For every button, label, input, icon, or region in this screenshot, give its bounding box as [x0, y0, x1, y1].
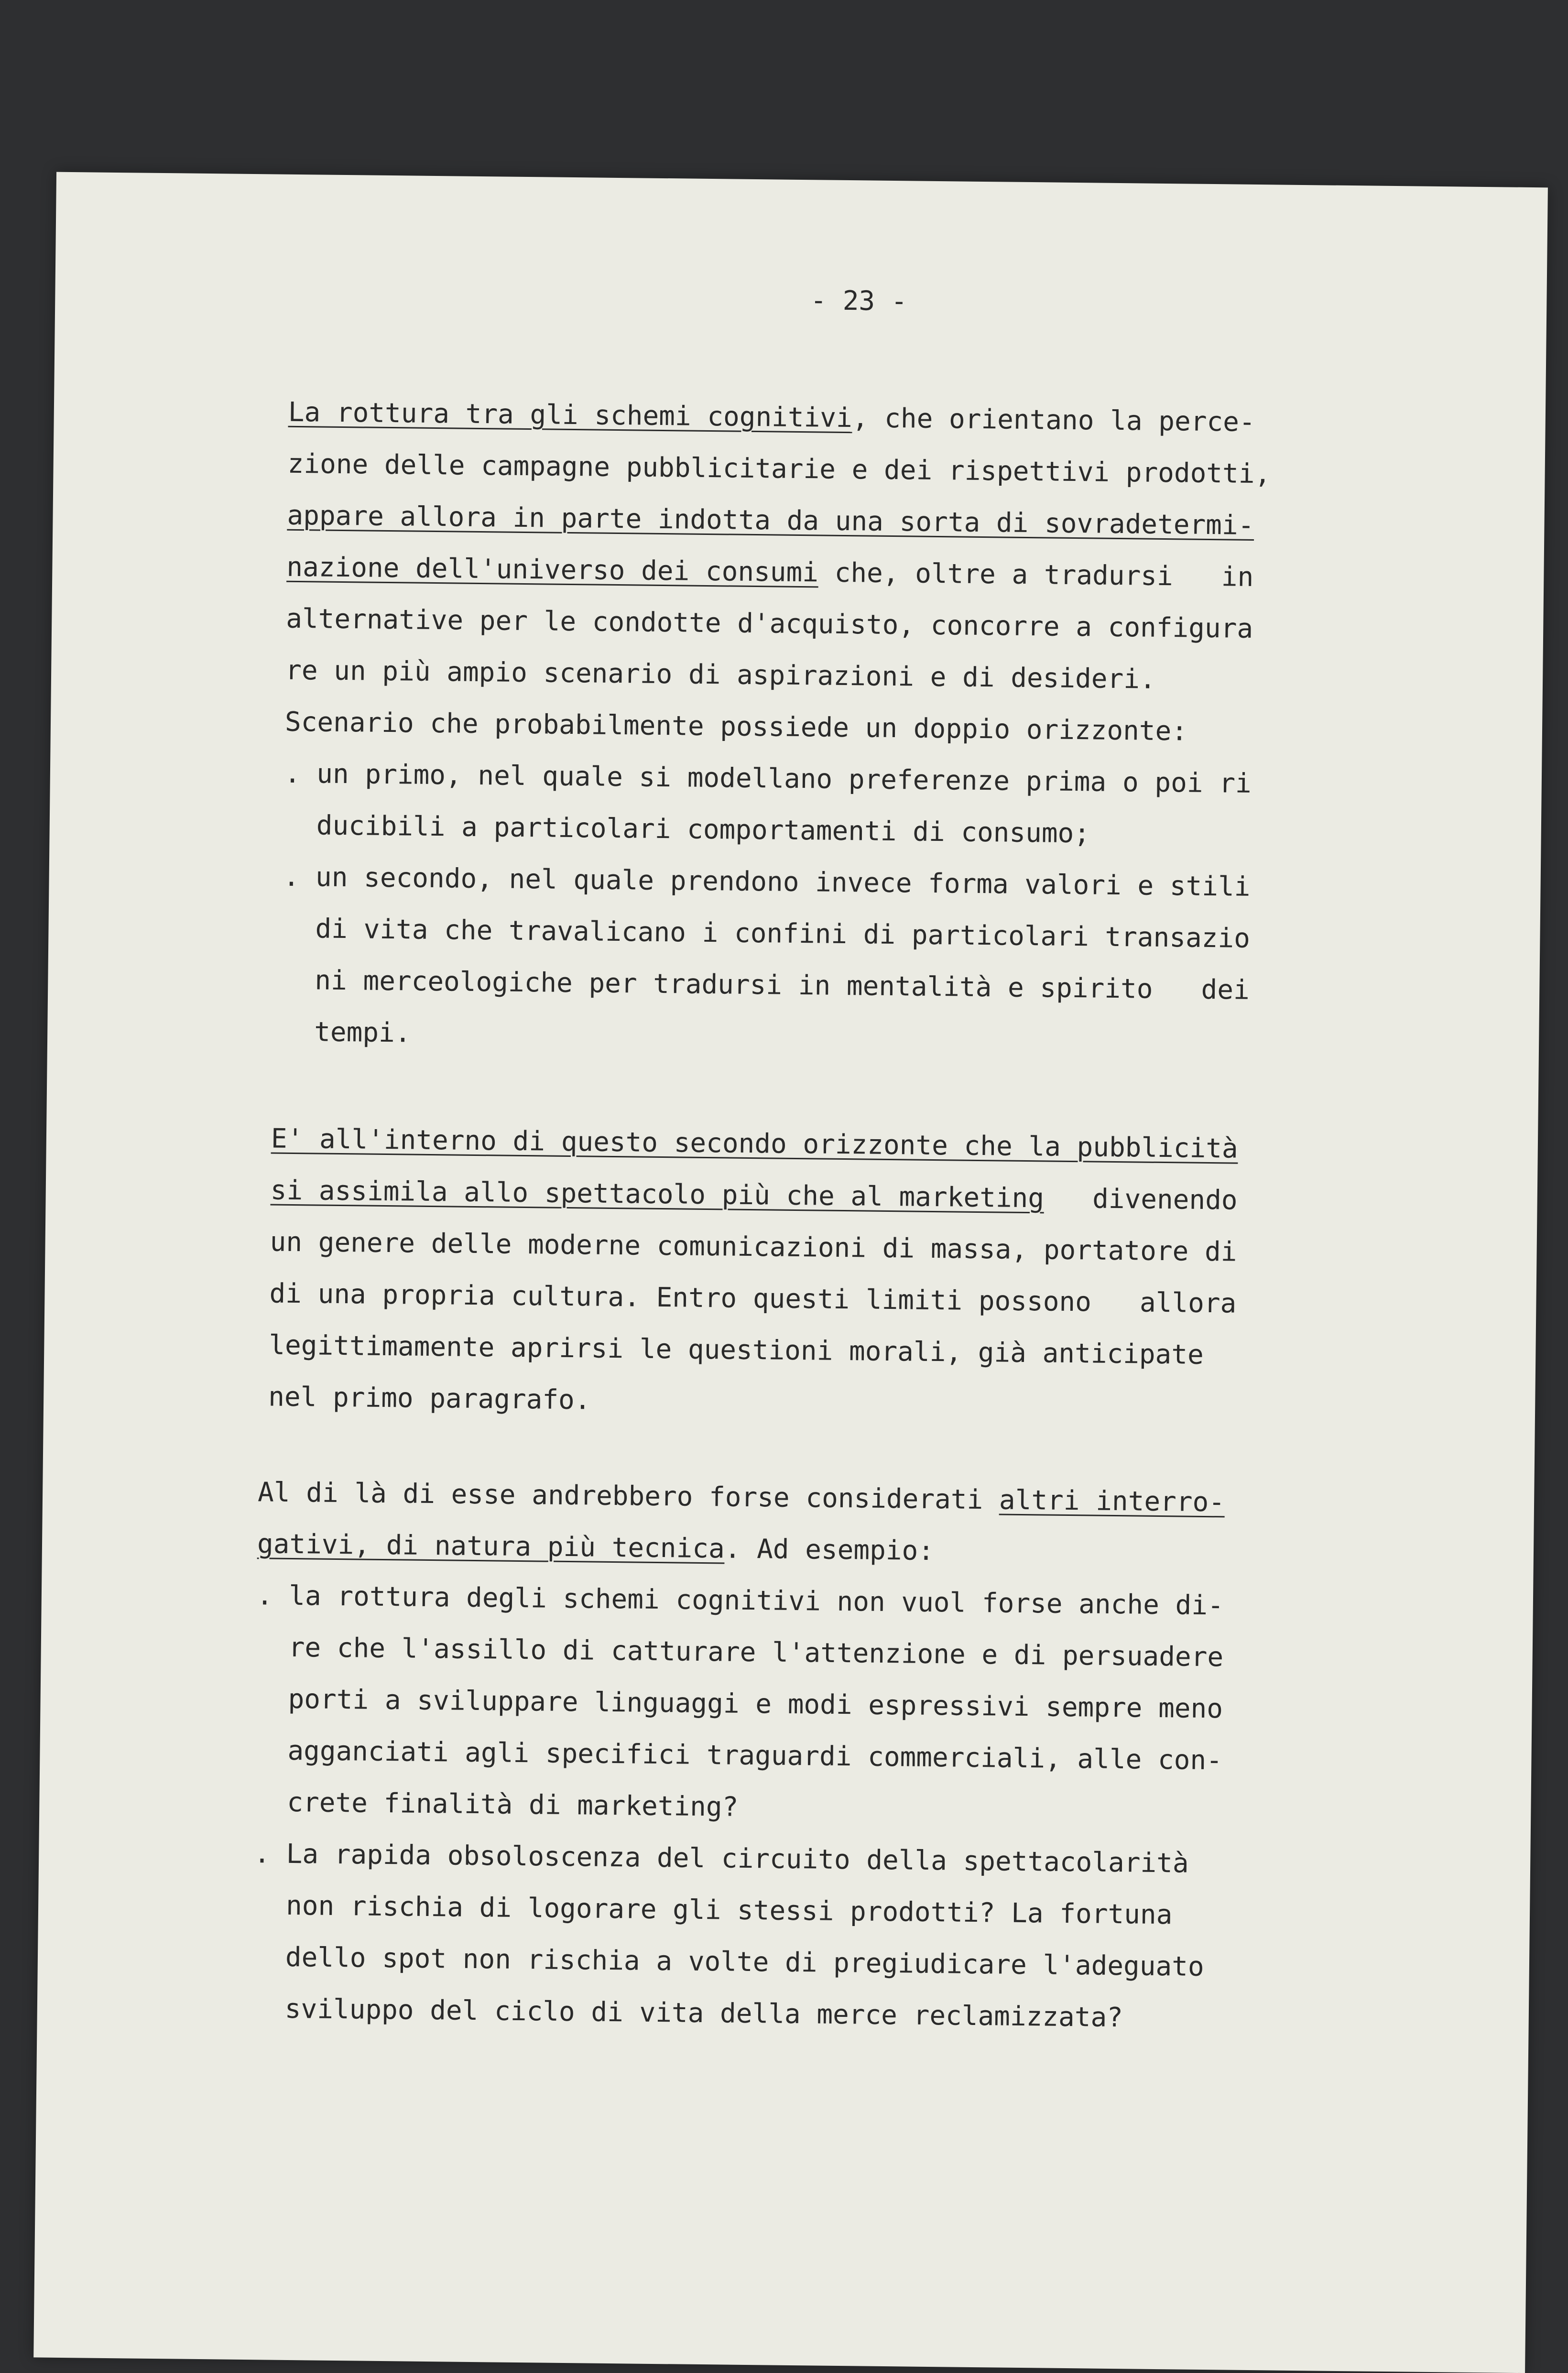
p1-bullet-2-line-4: tempi. [314, 1016, 411, 1049]
p2-l2-rest: divenendo [1044, 1183, 1238, 1216]
p2-line-4: di una propria cultura. Entro questi limiti possono allora [269, 1278, 1237, 1319]
p1-line-5: alternative per le condotte d'acquisto, concorre a configura [285, 603, 1253, 644]
p3-bullet-2-line-1: . La rapida obsoloscenza del circuito della spettacolarità [253, 1838, 1189, 1879]
p1-line-1 [288, 396, 1255, 438]
p2-l1-underlined: E' all'interno di questo secondo orizzonte che la pubblicità [271, 1123, 1239, 1165]
p1-bullet-1-line-1: . un primo, nel quale si modellano preferenze prima o poi ri [284, 758, 1252, 799]
p3-bullet-2-line-2: non rischia di logorare gli stessi prodotti? La fortuna [285, 1890, 1173, 1931]
p2-l2-underlined: si assimila allo spettacolo più che al marketing [270, 1175, 1045, 1214]
p1-line-2: zione delle campagne pubblicitarie e dei rispettivi prodotti, [287, 448, 1271, 490]
p3-bullet-1-line-1: . la rottura degli schemi cognitivi non vuol forse anche di- [256, 1580, 1224, 1622]
p1-l1-underlined: La rottura tra gli schemi cognitivi [288, 396, 853, 434]
p2-line-2 [271, 1177, 1238, 1214]
p1-bullet-2-line-3: ni merceologiche per tradursi in mentalità e spirito dei [315, 965, 1250, 1006]
p3-line-1 [258, 1479, 1225, 1516]
p3-bullet-1-line-2: re che l'assillo di catturare l'attenzione e di persuadere [288, 1632, 1224, 1673]
p3-bullet-2-line-3: dello spot non rischia a volte di pregiudicare l'adeguato [285, 1941, 1204, 1983]
p3-l2-underlined: gativi, di natura più tecnica [257, 1528, 725, 1565]
typewritten-page [33, 172, 1548, 2373]
p3-bullet-1-line-5: crete finalità di marketing? [287, 1786, 739, 1823]
p1-bullet-2-line-1: . un secondo, nel quale prendono invece forma valori e stili [283, 861, 1251, 903]
p1-bullet-2-line-2: di vita che travalicano i confini di particolari transazio [315, 913, 1251, 954]
p1-line-6: re un più ampio scenario di aspirazioni e di desideri. [285, 654, 1156, 695]
p3-l1-underlined: altri interro- [999, 1484, 1225, 1518]
p3-l2-rest: . Ad esempio: [724, 1533, 935, 1567]
p3-bullet-1-line-4: agganciati agli specifici traguardi commerciali, alle con- [287, 1735, 1223, 1776]
p1-l1-rest: , che orientano la perce- [852, 403, 1255, 438]
p2-line-1 [271, 1123, 1239, 1165]
p1-l4-underlined: nazione dell'universo dei consumi [286, 551, 819, 588]
p1-l3-underlined: appare allora in parte indotta da una sorta di sovradetermi- [287, 500, 1254, 541]
p2-line-6: nel primo paragrafo. [268, 1381, 591, 1416]
p1-l4-rest: che, oltre a tradursi in [818, 557, 1254, 593]
p1-line-3 [287, 502, 1254, 539]
p2-line-3: un genere delle moderne comunicazioni di massa, portatore di [270, 1226, 1237, 1268]
p3-line-2 [257, 1528, 935, 1567]
p1-line-4 [286, 551, 1254, 593]
p1-bullet-1-line-2: ducibili a particolari comportamenti di consumo; [316, 810, 1090, 849]
page-number: - 23 - [810, 285, 907, 317]
p3-l1-pre: Al di là di esse andrebbero forse considerati [257, 1477, 1000, 1516]
p1-line-7: Scenario che probabilmente possiede un doppio orizzonte: [284, 706, 1188, 747]
p3-bullet-2-line-4: sviluppo del ciclo di vita della merce reclamizzata? [284, 1993, 1123, 2034]
p3-bullet-1-line-3: porti a sviluppare linguaggi e modi espressivi sempre meno [288, 1683, 1223, 1725]
p2-line-5: legittimamente aprirsi le questioni morali, già anticipate [269, 1329, 1204, 1371]
